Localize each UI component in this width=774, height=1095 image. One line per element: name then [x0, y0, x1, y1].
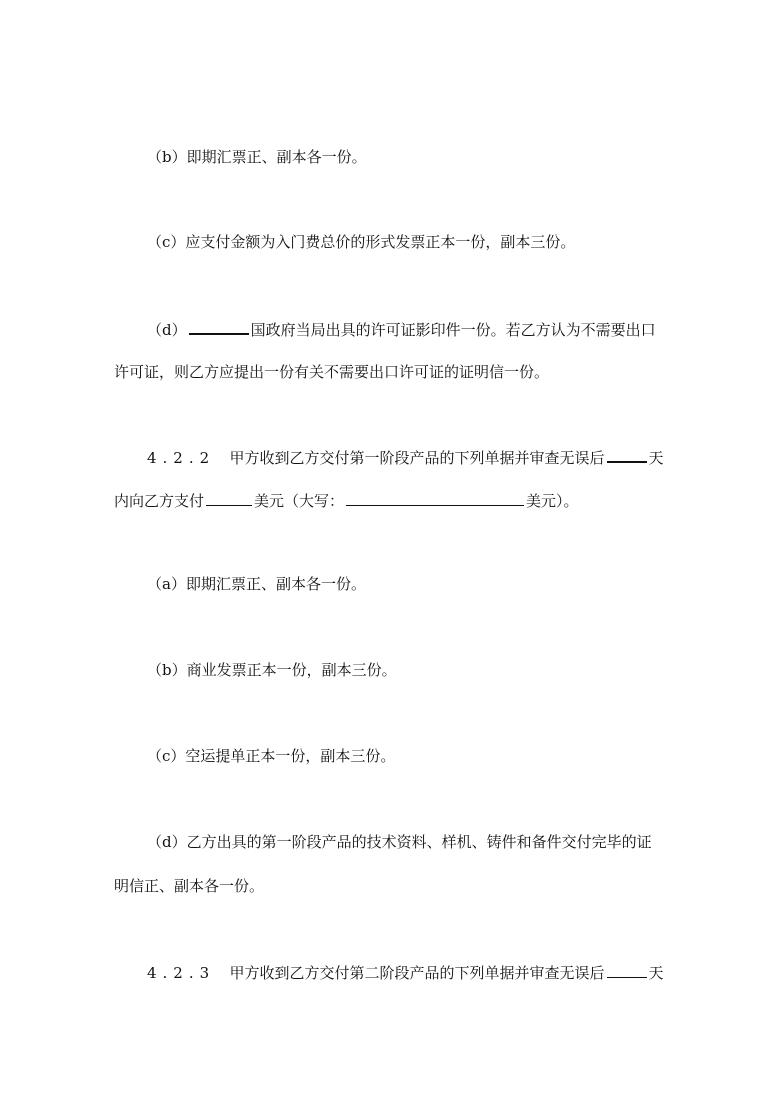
currency-end: 美元）。 [526, 492, 579, 510]
para-d-label: （d） [147, 321, 187, 339]
amount-words-label: 美元（大写： [254, 492, 345, 510]
para-c-proforma: （c）应支付金额为入门费总价的形式发票正本一份，副本三份。 [147, 233, 576, 251]
amount-blank[interactable] [206, 490, 252, 506]
section-4-2-2-continuation [114, 490, 579, 511]
section-4-2-3 [147, 962, 664, 983]
section-number: 4.2.2 [147, 449, 216, 467]
para-b-invoice: （b）商业发票正本一份，副本三份。 [147, 661, 397, 679]
section-number: 4.2.3 [147, 964, 216, 982]
country-blank[interactable] [189, 318, 249, 335]
days-blank[interactable] [607, 962, 647, 978]
para-d-delivery: （d）乙方出具的第一阶段产品的技术资料、样机、铸件和备件交付完毕的证 [147, 833, 652, 851]
para-d-license [147, 318, 656, 340]
section-4-2-2 [147, 446, 664, 468]
para-d-text: 国政府当局出具的许可证影印件一份。若乙方认为不需要出口 [250, 321, 656, 339]
para-a-draft: （a）即期汇票正、副本各一份。 [147, 575, 366, 593]
amount-words-blank[interactable] [346, 490, 524, 506]
section-end: 天 [648, 449, 664, 467]
para-d-delivery-continuation: 明信正、副本各一份。 [114, 877, 265, 895]
section-text: 甲方收到乙方交付第二阶段产品的下列单据并审查无误后 [229, 964, 605, 982]
days-blank[interactable] [607, 446, 647, 463]
pay-text: 内向乙方支付 [114, 492, 205, 510]
para-c-airway: （c）空运提单正本一份，副本三份。 [147, 747, 396, 765]
para-b-draft: （b）即期汇票正、副本各一份。 [147, 148, 367, 166]
para-d-continuation: 许可证，则乙方应提出一份有关不需要出口许可证的证明信一份。 [114, 363, 550, 381]
section-text: 甲方收到乙方交付第一阶段产品的下列单据并审查无误后 [229, 449, 605, 467]
section-end: 天 [648, 964, 664, 982]
